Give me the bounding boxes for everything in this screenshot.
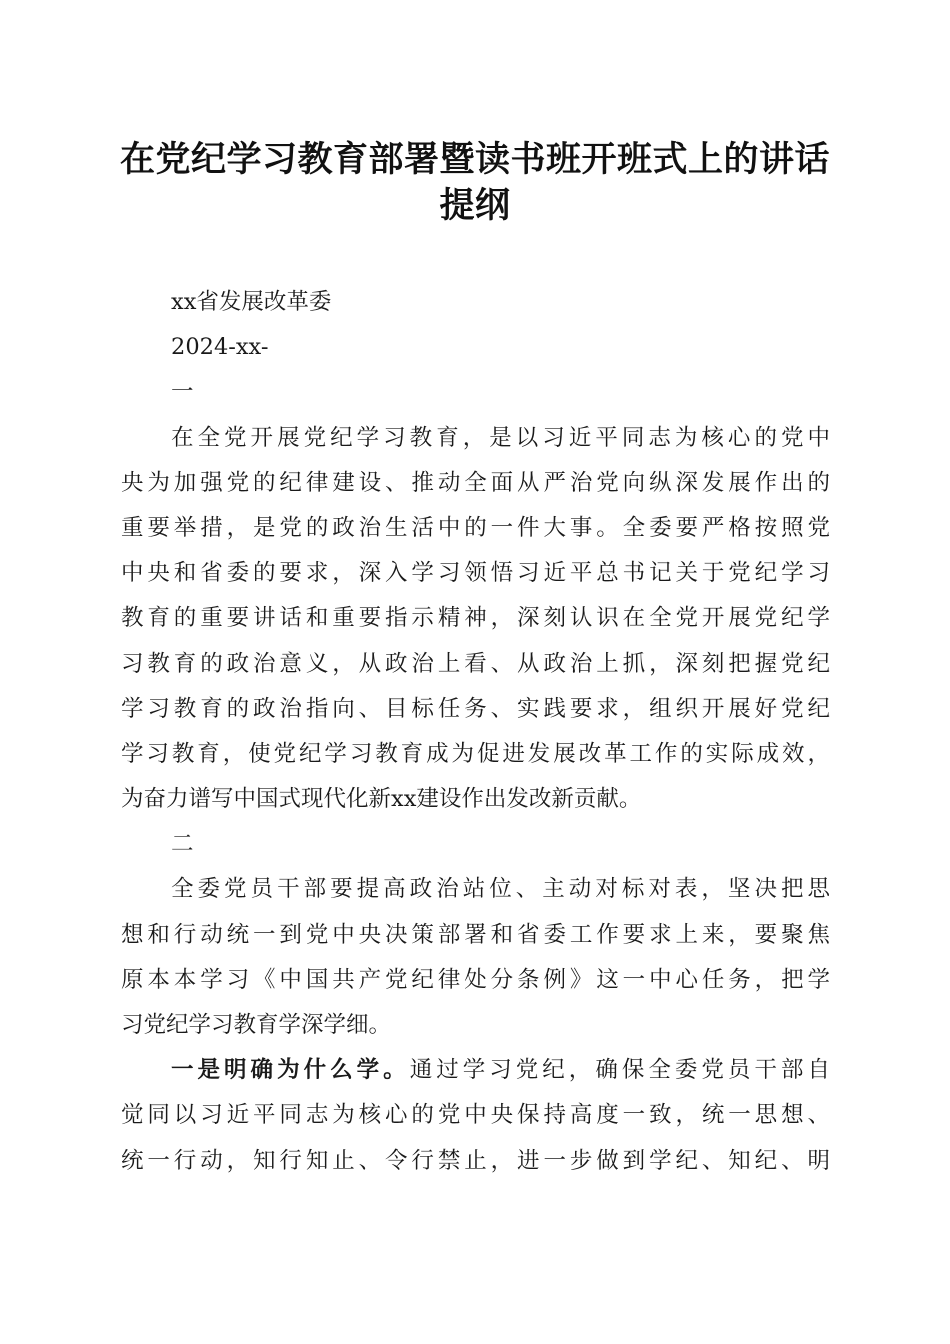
section-heading-two: 二 [171, 831, 194, 858]
paragraph-line: 重要举措，是党的政治生活中的一件大事。全委要严格按照党 [121, 514, 830, 541]
author-line: xx省发展改革委 [171, 289, 332, 315]
point-one-first-line [121, 1048, 830, 1093]
paragraph-line: 学习教育的政治指向、目标任务、实践要求，组织开展好党纪 [121, 695, 830, 722]
document-body [121, 280, 830, 1184]
paragraph-line: 统一行动，知行知止、令行禁止，进一步做到学纪、知纪、明 [121, 1147, 830, 1174]
paragraph-line: 觉同以习近平同志为核心的党中央保持高度一致，统一思想、 [121, 1102, 830, 1129]
paragraph-line: 全委党员干部要提高政治站位、主动对标对表，坚决把思 [171, 876, 830, 903]
title-line-2: 提纲 [439, 185, 511, 226]
point-one-lead: 一是明确为什么学。 [171, 1057, 410, 1084]
paragraph-line: 中央和省委的要求，深入学习领悟习近平总书记关于党纪学习 [121, 560, 830, 587]
section-heading-one: 一 [171, 379, 194, 406]
document-title [100, 137, 850, 229]
paragraph-line: 学习教育，使党纪学习教育成为促进发展改革工作的实际成效， [121, 740, 830, 767]
paragraph-line: 在全党开展党纪学习教育，是以习近平同志为核心的党中 [171, 424, 830, 451]
title-line-1: 在党纪学习教育部署暨读书班开班式上的讲话 [119, 139, 830, 180]
paragraph-line: 习党纪学习教育学深学细。 [121, 1012, 392, 1038]
paragraph-line: 为奋力谱写中国式现代化新xx建设作出发改新贡献。 [121, 786, 642, 813]
point-one-first-rest: 通过学习党纪，确保全委党员干部自 [409, 1057, 830, 1084]
paragraph-line: 想和行动统一到党中央决策部署和省委工作要求上来，要聚焦 [121, 921, 830, 948]
paragraph-line: 央为加强党的纪律建设、推动全面从严治党向纵深发展作出的 [121, 469, 830, 496]
paragraph-line: 原本本学习《中国共产党纪律处分条例》这一中心任务，把学 [121, 966, 830, 993]
paragraph-line: 习教育的政治意义，从政治上看、从政治上抓，深刻把握党纪 [121, 650, 830, 677]
paragraph-line: 教育的重要讲话和重要指示精神，深刻认识在全党开展党纪学 [121, 605, 830, 632]
date-line: 2024-xx- [171, 334, 269, 361]
